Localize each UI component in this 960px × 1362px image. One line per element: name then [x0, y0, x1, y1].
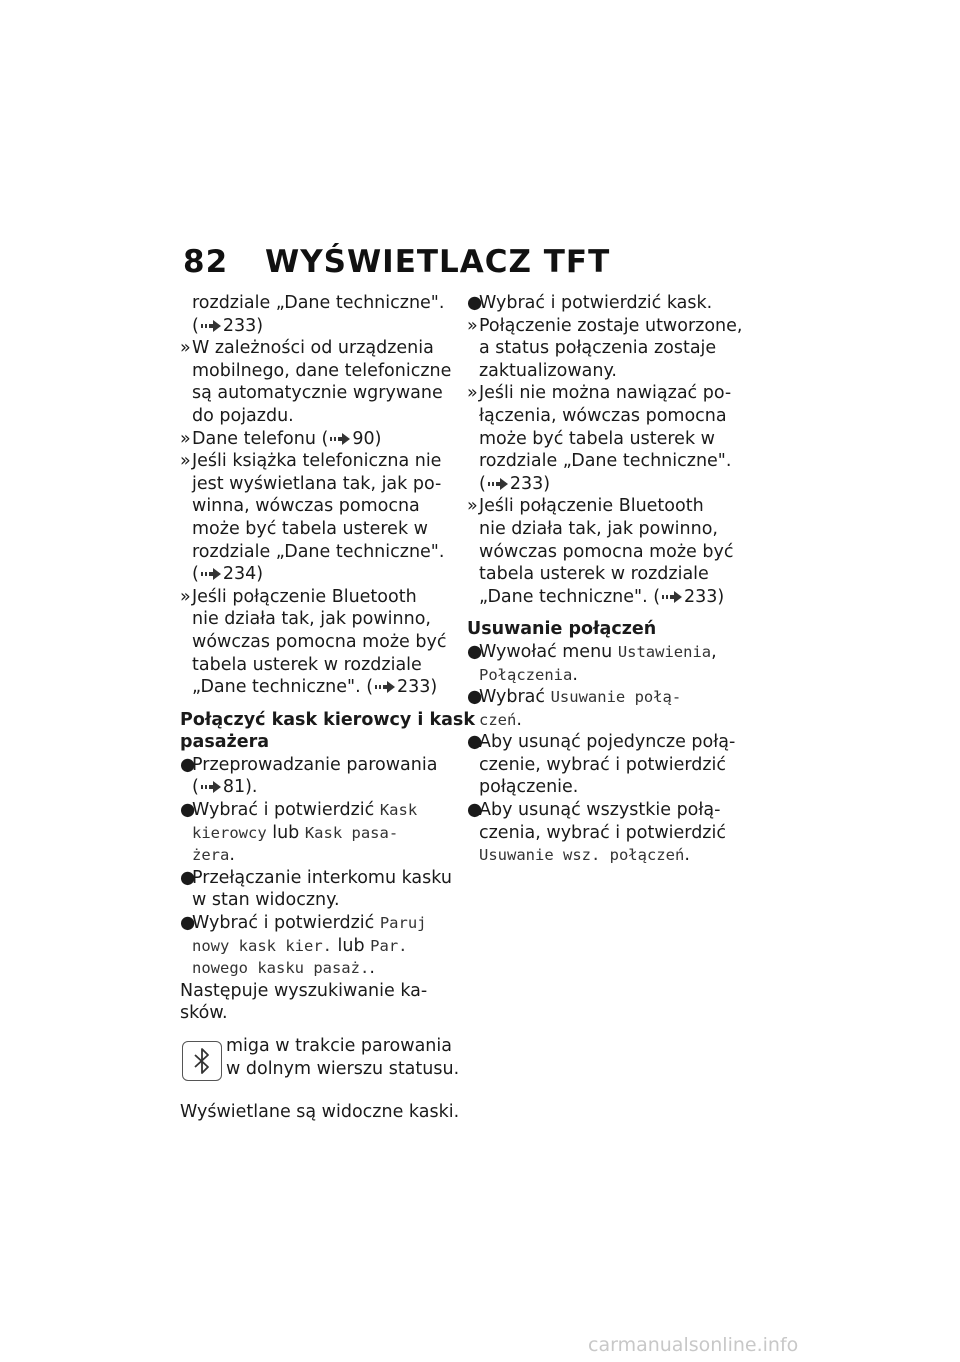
text-line: Wyświetlane są widoczne kaski. [180, 1102, 460, 1122]
list-item: »Jeśli nie można nawiązać po- [467, 383, 732, 404]
arrow-item-marker: » [180, 586, 191, 607]
arrow-item-marker: » [467, 383, 478, 404]
arrow-item-marker: » [180, 428, 191, 449]
bluetooth-icon [182, 1041, 222, 1081]
section-heading: Połączyć kask kierowcy i kask [180, 709, 475, 730]
arrow-item-marker: » [180, 338, 191, 359]
list-item: »Jeśli książka telefoniczna nie [180, 451, 442, 472]
page-ref-arrow-icon [488, 478, 508, 490]
bullet-marker: ● [180, 754, 196, 775]
bullet-marker: ● [180, 800, 196, 821]
menu-option: Kask pasa- [304, 823, 399, 842]
list-item: ●Przeprowadzanie parowania [180, 754, 438, 775]
list-item: »Dane telefonu ( 90) [180, 428, 382, 449]
section-heading: Usuwanie połączeń [467, 619, 657, 640]
chapter-title: WYŚWIETLACZ TFT [265, 244, 611, 280]
menu-option: czeń [479, 710, 517, 729]
bluetooth-note: miga w trakcie parowania w dolnym wierszu statusu. [180, 1035, 452, 1095]
bullet-marker: ● [467, 732, 483, 753]
arrow-item-marker: » [467, 315, 478, 336]
list-item: ●Wywołać menu Ustawienia, [467, 641, 717, 662]
text-line: rozdziale „Dane techniczne". [192, 293, 445, 313]
list-item: »W zależności od urządzenia [180, 338, 434, 359]
list-item: ●Wybrać i potwierdzić kask. [467, 293, 713, 313]
page-ref-arrow-icon [330, 433, 350, 445]
menu-option: Połączenia [479, 665, 573, 684]
menu-option: nowy kask kier. [192, 936, 332, 955]
menu-option: Usuwanie połą- [550, 688, 682, 707]
page-ref-arrow-icon [201, 320, 221, 332]
list-item: ●Wybrać i potwierdzić Kask [180, 800, 418, 821]
bullet-marker: ● [180, 913, 196, 934]
list-item: »Połączenie zostaje utworzone, [467, 315, 743, 336]
bullet-marker: ● [467, 641, 483, 662]
page-reference[interactable]: ( 81). [192, 777, 258, 798]
menu-option: nowego kasku pasaż. [192, 959, 370, 978]
page-reference[interactable]: ( 233) [479, 473, 551, 494]
page-reference[interactable]: ( 233) [192, 315, 264, 336]
page-header [183, 244, 610, 280]
section-heading: pasażera [180, 732, 270, 753]
menu-option: Usuwanie wsz. połączeń [479, 846, 685, 865]
list-item: »Jeśli połączenie Bluetooth [467, 496, 704, 517]
page-ref-arrow-icon [201, 568, 221, 580]
bullet-marker: ● [467, 687, 483, 708]
menu-option: Kask [379, 801, 418, 820]
bullet-marker: ● [180, 867, 196, 888]
page-reference[interactable]: 233) [397, 677, 438, 698]
menu-option: Ustawienia [617, 642, 712, 661]
page-ref-arrow-icon [662, 591, 682, 603]
page-reference[interactable]: ( 234) [192, 564, 264, 585]
menu-option: kierowcy [192, 823, 267, 842]
page-number: 82 [183, 244, 229, 280]
list-item: ●Aby usunąć pojedyncze połą- [467, 732, 736, 753]
watermark: carmanualsonline.info [588, 1334, 799, 1356]
list-item: ●Wybrać i potwierdzić Paruj [180, 913, 427, 934]
list-item: ●Przełączanie interkomu kasku [180, 867, 452, 888]
page-reference[interactable]: 233) [684, 586, 725, 607]
list-item: ●Aby usunąć wszystkie połą- [467, 800, 721, 821]
bullet-marker: ● [467, 293, 483, 313]
bullet-marker: ● [467, 800, 483, 821]
page-ref-arrow-icon [375, 681, 395, 693]
page-reference[interactable]: 90) [352, 428, 382, 449]
text-line: sków. [180, 1003, 228, 1024]
menu-option: żera [192, 846, 230, 865]
list-item: »Jeśli połączenie Bluetooth [180, 586, 417, 607]
menu-option: Par. [370, 936, 408, 955]
arrow-item-marker: » [467, 496, 478, 517]
left-column: rozdziale „Dane techniczne". ( 233) »W zależności od urządzenia mobilnego, dane telefoniczne są automatycznie wgrywane do pojazdu. »Dane telefonu ( 90) »Jeśli książka telefoniczna nie jest wyświetlana tak, jak po- winna, wówczas pomocna może być tabela usterek w rozdziale „Dane techniczne". ( 234) »Jeśli połączenie Bluetooth nie działa tak, jak powinno, wówczas pomocna może być tabela usterek w rozdziale „Dane techniczne". ( 233) Połączyć kask kierowcy i kask pasażera ●Przeprowadzanie parowania ( 81). ●Wybrać i potwierdzić Kask kierowcy lub Kask pasa- żera. ●Przełączanie interkomu kasku w stan widoczny. ●Wybrać i potwierdzić Paruj nowy kask kier. lub Par. nowego kasku pasaż.. Następuje wyszukiwanie ka- sków. miga w trakcie parowania w dolnym wierszu statusu. Wyświetlane są widoczne kaski. [180, 293, 475, 1122]
right-column: ●Wybrać i potwierdzić kask. »Połączenie zostaje utworzone, a status połączenia zostaje zaktualizowany. »Jeśli nie można nawiązać po- łączenia, wówczas pomocna może być tabela usterek w rozdziale „Dane techniczne". ( 233) »Jeśli połączenie Bluetooth nie działa tak, jak powinno, wówczas pomocna może być tabela usterek w rozdziale „Dane techniczne". ( 233) Usuwanie połączeń ●Wywołać menu Ustawienia, Połączenia. ●Wybrać Usuwanie połą- czeń. ●Aby usunąć pojedyncze połą- czenie, wybrać i potwierdzić połączenie. ●Aby usunąć wszystkie połą- czenia, wybrać i potwierdzić Usuwanie wsz. połączeń. [467, 293, 743, 866]
page-ref-arrow-icon [201, 781, 221, 793]
menu-option: Paruj [379, 914, 427, 933]
list-item: ●Wybrać Usuwanie połą- [467, 687, 682, 708]
arrow-item-marker: » [180, 451, 191, 472]
text-line: Następuje wyszukiwanie ka- [180, 980, 428, 1001]
